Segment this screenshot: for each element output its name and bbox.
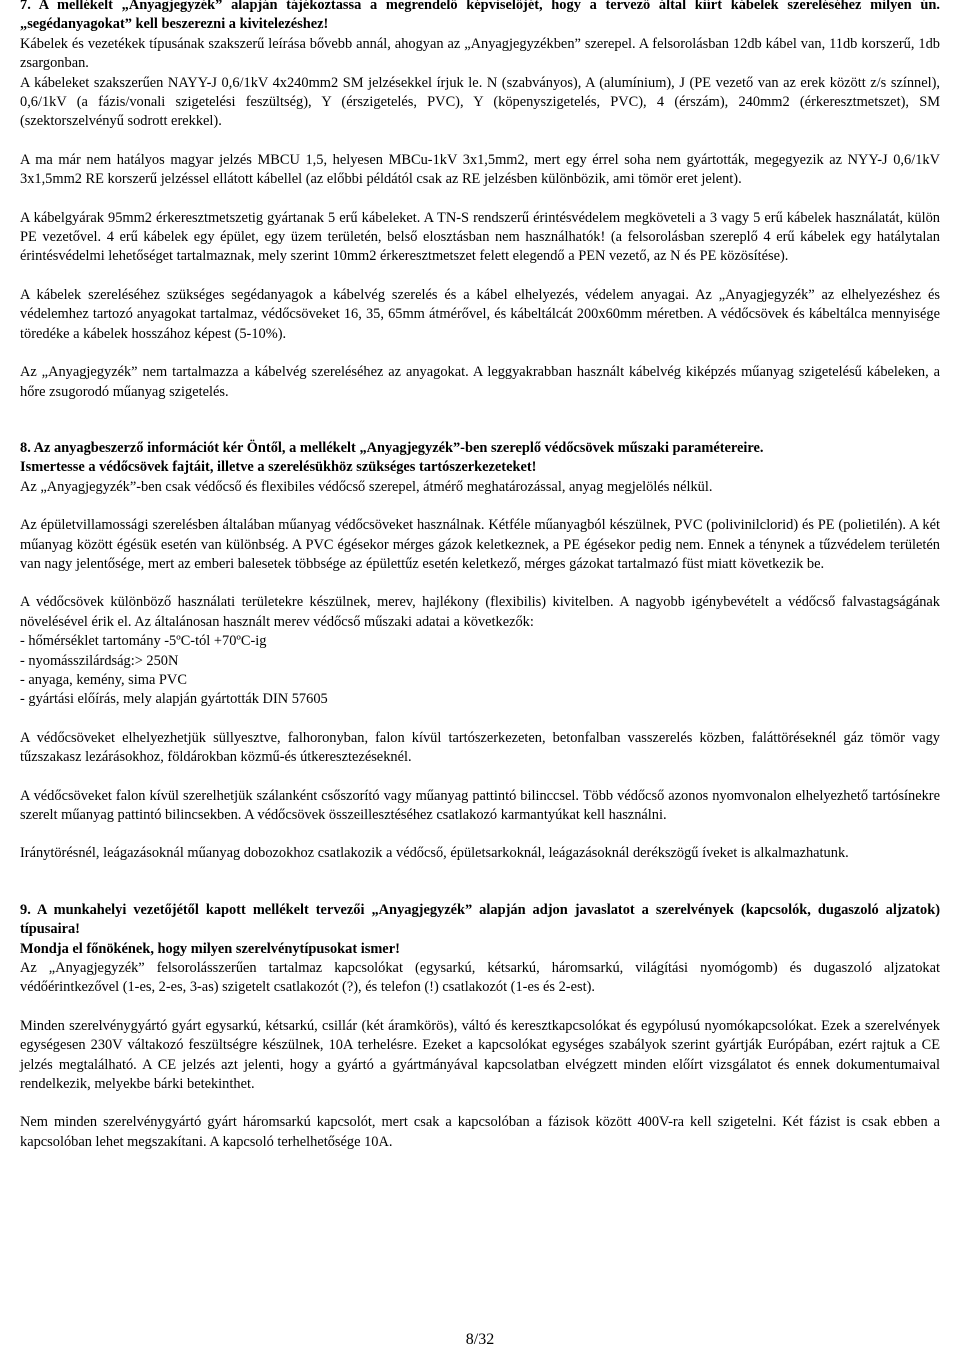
section-8-heading: 8. Az anyagbeszerző információt kér Öntől, a mellékelt „Anyagjegyzék”-ben szereplő védőcsövek műszaki paramétereire. (20, 439, 764, 456)
section-8-paragraph-4: A védőcsöveket elhelyezhetjük süllyesztve, falhoronyban, falon kívül tartószerkezeten, betonfalban vasszerelés közben, faláttöréseknél gáz tömör vagy tűzszakasz lezárásokhoz, földárokban közmű-és útkeresztezéseknél. (20, 729, 940, 766)
section-8-paragraph-1: Az „Anyagjegyzék”-ben csak védőcső és flexibiles védőcső szerepel, átmérő meghatározással, anyag megjelölés nélkül. (20, 478, 713, 495)
specification-list (20, 632, 940, 710)
page-number: 8/32 (465, 1331, 495, 1348)
section-9-heading: 9. A munkahelyi vezetőjétől kapott mellékelt tervezői „Anyagjegyzék” alapján adjon javaslatot a szerelvények (kapcsolók, dugaszoló aljzatok) típusaira! (20, 901, 940, 938)
section-7-paragraph-5: A kábelek szereléséhez szükséges segédanyagok a kábelvég szerelés és a kábel elhelyezés, védelem anyagai. Az „Anyagjegyzék” az elhelyezéshez és védelemhez tartozó anyagokat tartalmaz, védőcsöveket 16, 35, 65mm átmérővel, és kábeltálcát 200x60mm méretben. A védőcsövek és kábeltálca mennyisége töredéke a kábelek hosszához képest (5-10%). (20, 286, 940, 342)
section-8-paragraph-2: Az épületvillamossági szerelésben általában műanyag védőcsöveket használnak. Kétféle műanyagból készülnek, PVC (polivinilclorid) és PE (polietilén). A két műanyag között égésük esetén van különbség. A PVC égésekor mérges gázok keletkeznek, a PE égésekor pedig nem. Ennek a ténynek a tűzvédelem területén van nagy jelentősége, mert az emberi balesetek többsége az épülettűz esetén keletkező, mérges gázokat tartalmazó füst miatt következik be. (20, 517, 940, 572)
section-7-paragraph-3: A ma már nem hatályos magyar jelzés MBCU 1,5, helyesen MBCu-1kV 3x1,5mm2, mert egy érrel soha nem gyártották, megegyezik az NYY-J 0,6/1kV 3x1,5mm2 RE korszerű jelzéssel ellátott kábellel (az előbbi példától csak az RE jelzésben különbözik, ami tömör eret jelent). (20, 151, 940, 188)
section-9-paragraph-1: Az „Anyagjegyzék” felsorolásszerűen tartalmaz kapcsolókat (egysarkú, kétsarkú, háromsarkú, világítási nyomógomb) és dugaszoló aljzatokat védőérintkezővel (1-es, 2-es, 3-as) szigetelt csatlakozót (?), és telefon (!) csatlakozót (1-es és 2-est). (20, 960, 940, 996)
list-item: - hőmérséklet tartomány -5ºC-tól +70ºC-ig (20, 633, 267, 650)
section-7-heading: 7. A mellékelt „Anyagjegyzék” alapján tájékoztassa a megrendelő képviselőjét, hogy a tervező által kiírt kábelek szereléséhez milyen ún. „segédanyagokat” kell beszerezni a kivitelezéshez! (20, 0, 940, 33)
list-item: - anyaga, kemény, sima PVC (20, 671, 187, 688)
document-page (20, 0, 940, 1152)
section-9-subheading: Mondja el főnökének, hogy milyen szerelvénytípusokat ismer! (20, 940, 400, 957)
section-7-paragraph-6: Az „Anyagjegyzék” nem tartalmazza a kábelvég szereléséhez az anyagokat. A leggyakrabban használt kábelvég kiképzés műanyag szigetelésű kábeleken, a hőre zsugorodó műanyag szigetelés. (20, 364, 940, 400)
section-9-paragraph-3: Nem minden szerelvénygyártó gyárt háromsarkú kapcsolót, mert csak a kapcsolóban a fázisok között 400V-ra kell szigetelni. Két fázist is csak ebben a kapcsolóban lehet megszakítani. A kapcsoló terhelhetősége 10A. (20, 1114, 940, 1150)
section-8-paragraph-5: A védőcsöveket falon kívül szerelhetjük szálanként csőszorító vagy műanyag pattintó bilinccsel. Több védőcső azonos nyomvonalon elhelyezhető tartósínekre szerelt műanyag pattintó bilincsekben. A védőcsövek összeillesztéséhez csatlakozó karmantyúkat kell használni. (20, 787, 940, 823)
section-8-paragraph-3: A védőcsövek különböző használati területekre készülnek, merev, hajlékony (flexibilis) kivitelben. A nagyobb igénybevételt a védőcső falvastagságának növelésével érik el. Az általánosan használt merev védőcső műszaki adatai a következők: (20, 594, 940, 630)
section-8-paragraph-6: Iránytörésnél, leágazásoknál műanyag dobozokhoz csatlakozik a védőcső, épületsarkoknál, leágazásoknál derékszögű íveket is alkalmazhatunk. (20, 845, 849, 862)
section-7-paragraph-2: A kábeleket szakszerűen NAYY-J 0,6/1kV 4x240mm2 SM jelzésekkel írjuk le. N (szabványos), A (alumínium), J (PE vezető van az erek között z/s színnel), 0,6/1kV (a fázis/vonali szigetelési feszültség), Y (érszigetelés, PVC), Y (köpenyszigetelés, PVC), 4 (érszám), 240mm2 (érkeresztmetszet), SM (szektorszelvényű sodrott erekkel). (20, 74, 940, 130)
section-7-paragraph-4: A kábelgyárak 95mm2 érkeresztmetszetig gyártanak 5 erű kábeleket. A TN-S rendszerű érintésvédelem megköveteli a 3 vagy 5 erű kábelek használatát, külön PE vezetővel. 4 erű kábelek egy épület, egy üzem területén, belső elosztásban nem használhatók! (a felsorolásban szereplő 4 erű kábelek egy hatálytalan érintésvédelmi lehetőséget tartalmaznak, mely szerint 10mm2 érkeresztmetszet felett elegendő a PEN vezető, az N és PE közösítése). (20, 209, 940, 265)
list-item: - gyártási előírás, mely alapján gyártották DIN 57605 (20, 691, 328, 708)
section-7-paragraph-1: Kábelek és vezetékek típusának szakszerű leírása bővebb annál, ahogyan az „Anyagjegyzékben” szerepel. A felsorolásban 12db kábel van, 11db korszerű, 1db zsargonban. (20, 35, 940, 72)
section-9-paragraph-2: Minden szerelvénygyártó gyárt egysarkú, kétsarkú, csillár (két áramkörös), váltó és keresztkapcsolókat és egypólusú nyomókapcsolókat. Ezek a szerelvények egységesen 230V váltakozó feszültségre készülnek, 10A terhelésre. Ezeket a kapcsolókat egységes szabályok szerint gyártják Európában, ezért rajtuk a CE jelzés megtalálható. A CE jelzés azt jelenti, hogy a gyártó a gyártmányával kapcsolatban elvégzett minden előírt vizsgálatot és ennek dokumentumaival rendelkezik, melyekbe bárki betekinthet. (20, 1017, 940, 1093)
list-item: - nyomásszilárdság:> 250N (20, 652, 179, 669)
section-8-subheading: Ismertesse a védőcsövek fajtáit, illetve a szerelésükhöz szükséges tartószerkezeteket! (20, 459, 537, 476)
